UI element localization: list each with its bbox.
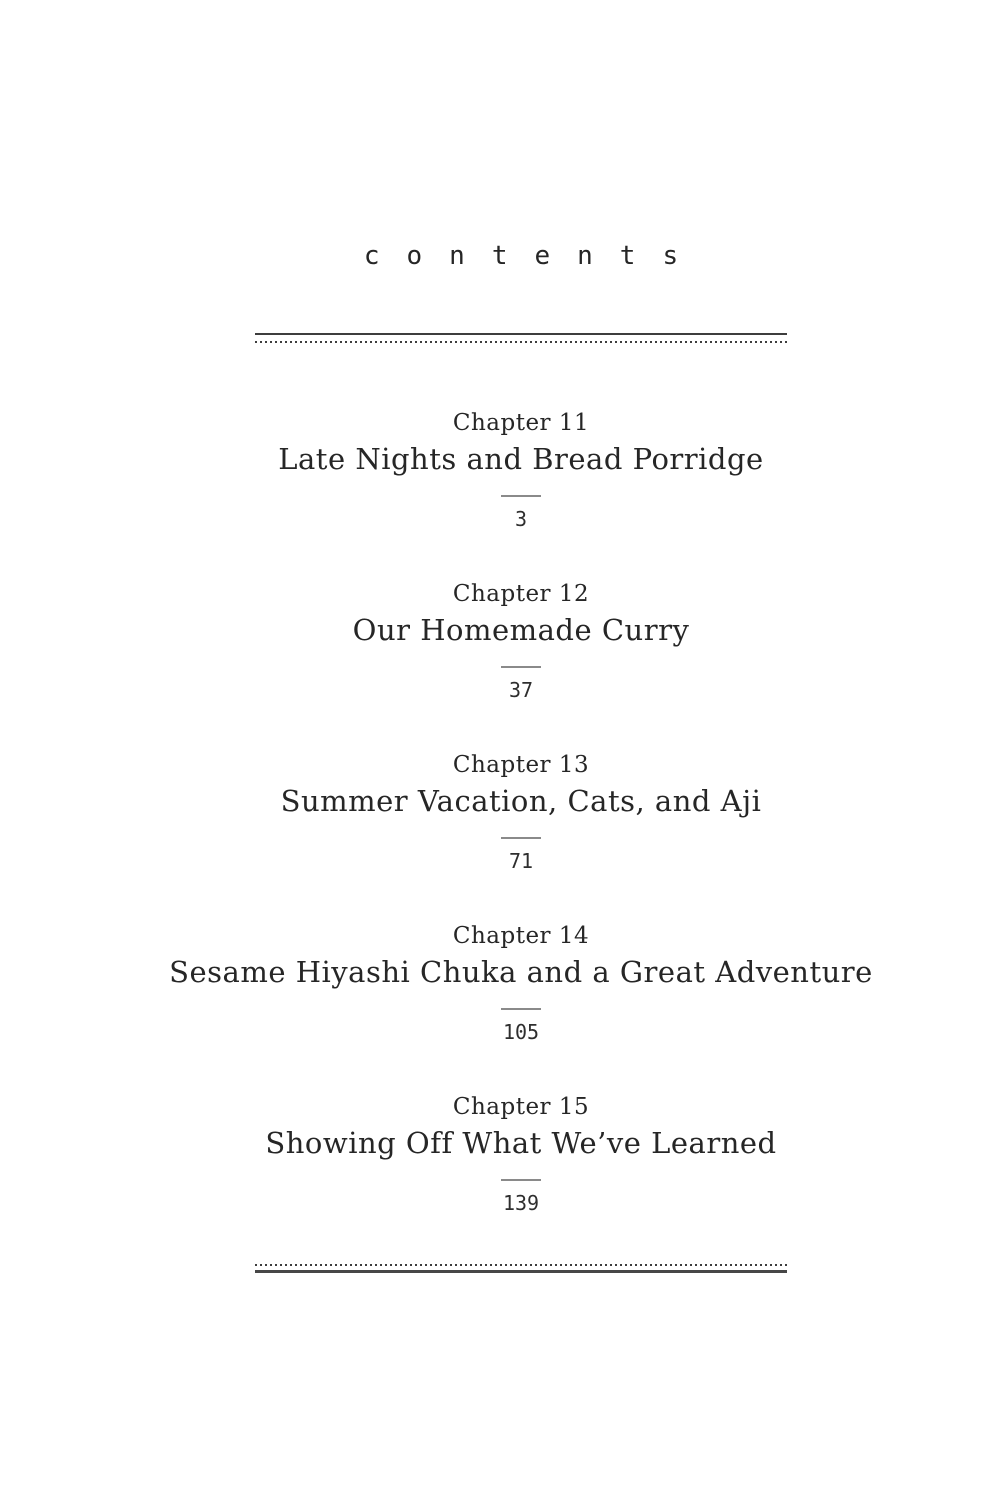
chapter-title: Our Homemade Curry (352, 613, 690, 647)
chapter-entry (21, 580, 1000, 702)
chapter-rule (501, 837, 541, 839)
chapter-page-number: 139 (502, 1191, 540, 1215)
chapter-label: Chapter 14 (452, 923, 590, 949)
chapter-rule (501, 666, 541, 668)
chapter-entry (21, 1093, 1000, 1215)
chapter-title: Summer Vacation, Cats, and Aji (280, 784, 762, 818)
chapter-entry (21, 409, 1000, 531)
toc-content (21, 243, 1000, 1273)
chapter-entry (21, 751, 1000, 873)
chapter-rule (501, 1179, 541, 1181)
chapter-page-number: 3 (514, 507, 528, 531)
chapter-page-number: 37 (508, 678, 534, 702)
chapter-page-number: 71 (508, 849, 534, 873)
chapter-list (21, 409, 1000, 1215)
page-title: contents (363, 241, 706, 271)
chapter-title: Showing Off What We’ve Learned (265, 1126, 777, 1160)
chapter-title: Sesame Hiyashi Chuka and a Great Adventure (169, 955, 873, 989)
chapter-entry (21, 922, 1000, 1044)
bottom-divider-dotted-line (255, 1264, 787, 1266)
chapter-label: Chapter 11 (452, 410, 590, 436)
chapter-label: Chapter 12 (452, 581, 590, 607)
chapter-page-number: 105 (502, 1020, 540, 1044)
top-divider-solid-line (255, 333, 787, 335)
bottom-divider-solid-line (255, 1270, 787, 1273)
bottom-divider (255, 1264, 787, 1273)
chapter-label: Chapter 13 (452, 752, 590, 778)
chapter-rule (501, 495, 541, 497)
chapter-title: Late Nights and Bread Porridge (278, 442, 764, 476)
top-divider (255, 333, 787, 343)
top-divider-dotted-line (255, 341, 787, 343)
chapter-label: Chapter 15 (452, 1094, 590, 1120)
chapter-rule (501, 1008, 541, 1010)
